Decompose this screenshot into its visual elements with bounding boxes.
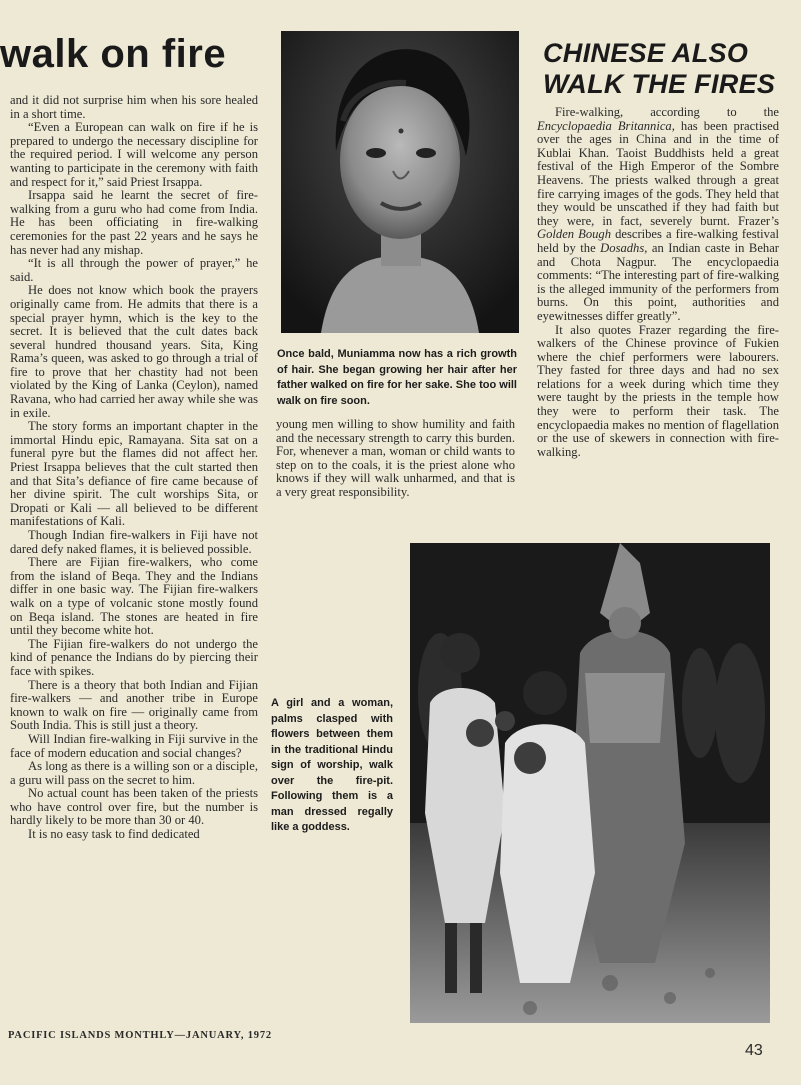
paragraph: “It is all through the power of prayer,” he said. bbox=[10, 256, 258, 284]
footer-publication: PACIFIC ISLANDS MONTHLY—JANUARY, 1972 bbox=[8, 1030, 272, 1041]
paragraph: “Even a European can walk on fire if he is prepared to undergo the necessary discipline for the required period. I will welcome any person wanting to participate in the ceremony with faith and respect for it,” said Priest Irsappa. bbox=[10, 120, 258, 189]
photo-caption-procession: A girl and a woman, palms clasped with flowers between them in the traditional Hindu sign of worship, walk over the fire-pit. Following them is a man dressed regally like a goddess. bbox=[271, 697, 393, 833]
paragraph: There are Fijian fire-walkers, who come from the island of Beqa. They and the Indians differ in one basic way. The Fijian fire-walkers walk on a type of volcanic stone mostly found on Beqa island. The stones are heated in fire until they become white hot. bbox=[10, 555, 258, 638]
paragraph: It also quotes Frazer regarding the fire-walkers of the Chinese province of Fukien where the chief performers were labourers. They fasted for three days and had no sex relations for a week during which time they were taught by the priests in the temple how they were to perform their task. The encyclopaedia makes no mention of flagellation or the use of skewers in connection with fire-walking. bbox=[537, 322, 779, 459]
article-column-1 bbox=[10, 94, 258, 842]
paragraph: Fire-walking, according to the Encyclopaedia Britannica, has been practised over the ages in China and in the time of Kublai Khan. Taoist Buddhists held a great festival of the High Emperor of the Sombre Heavens. The priests walked through a great fire carrying images of the gods. They held that they would be unscathed if they had faith but they were, in fact, severely burnt. Frazer’s Golden Bough describes a fire-walking festival held by the Dosadhs, an Indian caste in Behar and Chota Nagpur. The encyclopaedia comments: “The interesting part of fire-walking is the alleged immunity of the performers from burns. On this point, authorities and eyewitnesses differ greatly”. bbox=[537, 105, 780, 323]
sidebar-headline-line-2: WALK THE FIRES bbox=[543, 69, 776, 99]
sidebar-headline bbox=[543, 38, 793, 100]
paragraph: The Fijian fire-walkers do not undergo the kind of penance the Indians do by piercing their face with spikes. bbox=[10, 636, 258, 678]
paragraph: and it did not surprise him when his sore healed in a short time. bbox=[10, 93, 258, 121]
paragraph: Irsappa said he learnt the secret of fire-walking from a guru who had come from India. He has been officiating in fire-walking ceremonies for the past 22 years and he says he has never had any mishap. bbox=[10, 188, 258, 257]
procession-photo bbox=[410, 543, 770, 1023]
paragraph: He does not know which book the prayers originally came from. He admits that there is a special prayer hymn, which is the key to the secret. It is believed that the cult dates back several hundred thousand years. Sita, King Rama’s queen, was asked to go through a trial of fire to prove that her chastity had not been violated by the King of Lanka (Ceylon), named Ravana, who had carried her away while she was in exile. bbox=[10, 283, 258, 420]
fire-walk-procession-image bbox=[410, 543, 770, 1023]
paragraph: Though Indian fire-walkers in Fiji have not dared defy naked flames, it is believed possible. bbox=[10, 528, 258, 556]
paragraph: It is no easy task to find dedicated bbox=[28, 827, 200, 842]
portrait-photo bbox=[281, 31, 519, 333]
page-number: 43 bbox=[745, 1042, 763, 1059]
paragraph: As long as there is a willing son or a disciple, a guru will pass on the secret to him. bbox=[10, 759, 258, 787]
sidebar-column bbox=[537, 106, 779, 459]
photo-caption-portrait: Once bald, Muniamma now has a rich growth of hair. She began growing her hair after her father walked on fire for her sake. She too will walk on fire soon. bbox=[277, 348, 517, 407]
article-headline: walk on fire bbox=[0, 32, 227, 76]
paragraph: There is a theory that both Indian and Fijian fire-walkers — and another tribe in Europe known to walk on fire — originally came from South India. This is still just a theory. bbox=[10, 677, 258, 733]
paragraph: The story forms an important chapter in the immortal Hindu epic, Ramayana. Sita sat on a funeral pyre but the flames did not affect her. Priest Irsappa believes that the cult started then and that Sita’s defiance of fire came because of her divine spirit. The cult worships Sita, or Dropati or Kali — all believed to be different manifestations of Kali. bbox=[10, 419, 258, 529]
paragraph: young men willing to show humility and faith and the necessary strength to carry this burden. For, whenever a man, woman or child wants to step on to the coals, it is the priest alone who knows if they will walk unharmed, and that is a very great responsibility. bbox=[276, 417, 515, 499]
paragraph: Will Indian fire-walking in Fiji survive in the face of modern education and social changes? bbox=[10, 731, 258, 760]
girl-portrait-image bbox=[281, 31, 519, 333]
article-column-2 bbox=[276, 418, 515, 500]
paragraph: No actual count has been taken of the priests who have control over fire, but the number is hardly likely to be more than 30 or 40. bbox=[10, 786, 258, 828]
sidebar-headline-line-1: CHINESE ALSO bbox=[543, 38, 749, 68]
